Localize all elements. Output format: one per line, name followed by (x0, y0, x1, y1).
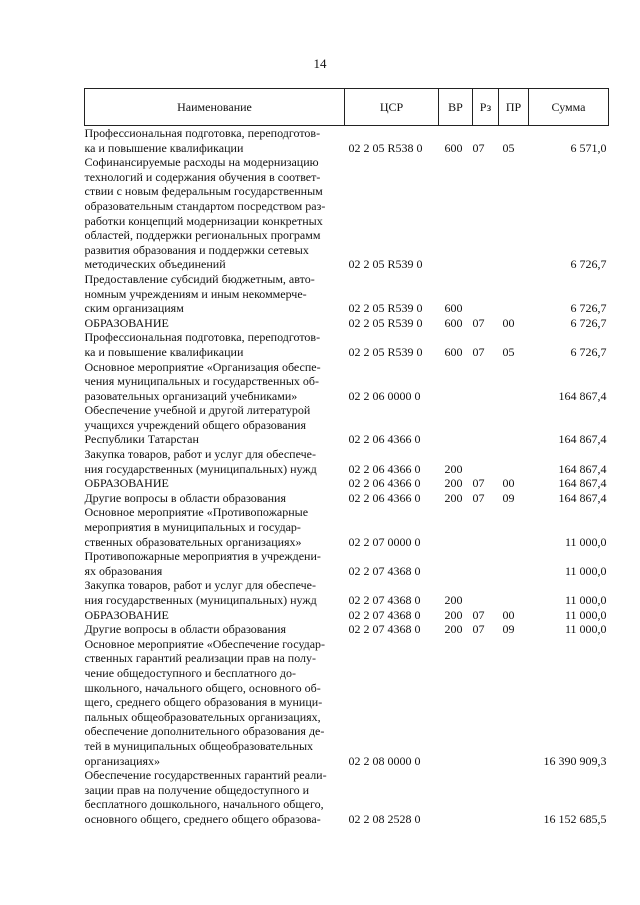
row-pr (499, 549, 529, 578)
row-vr: 200 (444, 490, 463, 505)
row-name (85, 360, 345, 404)
row-name-line: Профессиональная подготовка, переподготов- (84, 126, 321, 140)
row-csr: 02 2 07 4368 0 (348, 593, 421, 607)
table-row (85, 155, 609, 272)
row-name (85, 155, 345, 272)
row-name (85, 768, 345, 826)
row-name (85, 491, 345, 506)
row-csr: 02 2 05 R539 0 (348, 257, 423, 272)
row-sum: 6 726,7 (570, 315, 607, 330)
row-pr (499, 505, 529, 549)
row-name-line: ственных образовательных организациях» (84, 534, 302, 549)
row-csr: 02 2 08 2528 0 (348, 811, 421, 826)
row-name-line: технологий и содержания обучения в соответ- (84, 169, 321, 184)
row-csr: 02 2 06 0000 0 (348, 388, 421, 403)
row-csr: 02 2 07 4368 0 (348, 607, 421, 622)
row-name (85, 272, 345, 316)
row-name (85, 476, 345, 491)
row-pr: 00 (502, 476, 515, 491)
row-name (85, 505, 345, 549)
row-rz (473, 403, 499, 447)
row-name-line: разовательных организаций учебниками» (84, 388, 298, 403)
row-pr: 09 (502, 622, 515, 637)
row-name-line: пальных общеобразовательных организациях, (84, 709, 321, 724)
row-rz: 07 (472, 140, 485, 155)
table-row (85, 272, 609, 316)
table-row (85, 505, 609, 549)
row-name-line: тей в муниципальных общеобразовательных (84, 738, 314, 753)
row-csr: 02 2 05 R539 0 (348, 315, 423, 330)
row-vr: 200 (444, 476, 463, 491)
row-rz (473, 505, 499, 549)
row-vr: 200 (444, 593, 463, 607)
row-name-line: ка и повышение квалификации (84, 344, 244, 359)
row-sum: 6 726,7 (570, 257, 607, 272)
table-body (85, 126, 609, 827)
row-vr: 600 (444, 315, 463, 330)
table-row (85, 549, 609, 578)
row-csr: 02 2 06 4366 0 (348, 490, 421, 505)
row-sum: 164 867,4 (558, 388, 607, 403)
row-name (85, 608, 345, 623)
row-name-line: ния государственных (муниципальных) нужд (84, 593, 317, 607)
row-sum: 164 867,4 (558, 461, 607, 476)
row-name-line: Основное мероприятие «Обеспечение государ- (84, 636, 326, 651)
row-vr (439, 637, 473, 768)
row-name (85, 637, 345, 768)
row-name-line: щего, среднего общего образования в муници- (84, 695, 323, 710)
row-name-line: образовательным стандартом посредством раз- (84, 198, 326, 213)
table-row (85, 491, 609, 506)
row-csr: 02 2 06 4366 0 (348, 476, 421, 491)
row-csr: 02 2 05 R539 0 (348, 301, 423, 316)
row-csr: 02 2 08 0000 0 (348, 753, 421, 768)
row-name-line: работки концепций модернизации конкретных (84, 213, 323, 228)
row-pr (499, 447, 529, 476)
header-csr: ЦСР (345, 89, 439, 126)
row-rz (473, 637, 499, 768)
row-sum: 164 867,4 (558, 476, 607, 491)
row-vr: 600 (444, 140, 463, 155)
row-pr: 05 (502, 140, 515, 155)
row-pr (499, 637, 529, 768)
row-rz (473, 578, 499, 607)
row-name (85, 578, 345, 607)
row-name-line: бесплатного дошкольного, начального общего, (84, 797, 324, 812)
row-name-line: Закупка товаров, работ и услуг для обеспече- (84, 447, 316, 462)
row-rz: 07 (472, 344, 485, 359)
row-name-line: ствии с новым федеральным государственным (84, 184, 323, 199)
row-csr: 02 2 05 R539 0 (348, 344, 423, 359)
row-name-line: ка и повышение квалификации (84, 140, 244, 155)
row-pr: 09 (502, 490, 515, 505)
row-name-line: Другие вопросы в области образования (84, 622, 286, 637)
row-name-line: Предоставление субсидий бюджетным, авто- (84, 271, 315, 286)
row-csr: 02 2 06 4366 0 (348, 432, 421, 447)
row-sum: 11 000,0 (564, 607, 607, 622)
row-vr: 600 (444, 344, 463, 359)
row-vr (439, 768, 473, 826)
row-sum: 164 867,4 (558, 490, 607, 505)
row-csr: 02 2 07 4368 0 (348, 622, 421, 637)
row-name-line: учащихся учреждений общего образования (84, 417, 306, 432)
row-sum: 6 726,7 (570, 301, 607, 316)
row-sum: 16 152 685,5 (543, 811, 607, 826)
table-row (85, 403, 609, 447)
row-rz: 07 (472, 622, 485, 637)
row-name (85, 622, 345, 637)
row-name (85, 126, 345, 156)
row-csr: 02 2 05 R538 0 (348, 140, 423, 155)
row-pr: 00 (502, 607, 515, 622)
row-name-line: Противопожарные мероприятия в учреждени- (84, 549, 321, 564)
row-name-line: Софинансируемые расходы на модернизацию (84, 155, 319, 170)
header-rz: Рз (473, 89, 499, 126)
row-name-line: Закупка товаров, работ и услуг для обеспече- (84, 578, 316, 593)
row-name-line: Другие вопросы в области образования (84, 490, 286, 505)
table-header (85, 89, 609, 126)
row-vr (439, 403, 473, 447)
row-name-line: чения муниципальных и государственных об- (84, 374, 319, 389)
row-vr (439, 505, 473, 549)
row-vr: 200 (444, 607, 463, 622)
table-row (85, 608, 609, 623)
row-pr: 00 (502, 315, 515, 330)
row-rz (473, 768, 499, 826)
row-pr (499, 403, 529, 447)
row-name-line: зации прав на получение общедоступного и (84, 782, 309, 797)
row-name-line: организациях» (84, 753, 161, 768)
row-name (85, 549, 345, 578)
budget-table (84, 88, 609, 827)
table-row (85, 316, 609, 331)
row-rz: 07 (472, 476, 485, 491)
row-name-line: обеспечение дополнительного образования де- (84, 724, 325, 739)
row-name (85, 316, 345, 331)
row-name-line: Основное мероприятие «Организация обеспе- (84, 359, 321, 374)
header-sum: Сумма (529, 89, 609, 126)
row-name-line: основного общего, среднего общего образова- (84, 811, 321, 826)
row-name-line: ским организациям (84, 301, 184, 316)
row-pr (499, 272, 529, 316)
row-vr: 600 (444, 301, 463, 316)
table-row (85, 360, 609, 404)
row-name-line: школьного, начального общего, основного об- (84, 680, 321, 695)
row-name-line: Основное мероприятие «Противопожарные (84, 505, 309, 520)
row-sum: 11 000,0 (564, 622, 607, 637)
header-name: Наименование (85, 89, 345, 126)
row-vr: 200 (444, 622, 463, 637)
table-row (85, 622, 609, 637)
row-csr: 02 2 07 4368 0 (348, 563, 421, 578)
row-pr (499, 578, 529, 607)
row-pr (499, 360, 529, 404)
row-name (85, 403, 345, 447)
row-name-line: ственных гарантий реализации прав на полу- (84, 651, 317, 666)
row-name-line: областей, поддержки региональных программ (84, 228, 321, 243)
table-row (85, 476, 609, 491)
row-vr (439, 155, 473, 272)
row-sum: 6 571,0 (570, 140, 607, 155)
row-sum: 11 000,0 (564, 593, 607, 607)
row-name-line: методических объединений (84, 257, 226, 272)
row-sum: 11 000,0 (564, 563, 607, 578)
row-name-line: Обеспечение учебной и другой литературой (84, 403, 311, 418)
row-rz: 07 (472, 315, 485, 330)
table-row (85, 637, 609, 768)
row-name-line: ях образования (84, 563, 163, 578)
row-sum: 164 867,4 (558, 432, 607, 447)
row-name-line: чение общедоступного и бесплатного до- (84, 665, 296, 680)
header-pr: ПР (499, 89, 529, 126)
table-row (85, 578, 609, 607)
row-pr: 05 (502, 344, 515, 359)
row-sum: 16 390 909,3 (543, 753, 607, 768)
row-name-line: Профессиональная подготовка, переподготов- (84, 330, 321, 345)
row-name-line: номным учреждениям и иным некоммерче- (84, 286, 307, 301)
row-name-line: Республики Татарстан (84, 432, 199, 447)
row-pr (499, 768, 529, 826)
row-csr: 02 2 07 0000 0 (348, 534, 421, 549)
table-row (85, 126, 609, 156)
row-name-line: ОБРАЗОВАНИЕ (84, 315, 169, 330)
page-number: 14 (313, 56, 327, 71)
row-pr (499, 155, 529, 272)
row-vr (439, 549, 473, 578)
row-vr: 200 (444, 461, 463, 476)
row-name-line: ОБРАЗОВАНИЕ (84, 476, 169, 491)
row-rz (473, 360, 499, 404)
row-name-line: ния государственных (муниципальных) нужд (84, 461, 317, 476)
row-rz (473, 155, 499, 272)
row-rz (473, 272, 499, 316)
table-row (85, 330, 609, 359)
row-rz: 07 (472, 607, 485, 622)
row-sum: 11 000,0 (564, 534, 607, 549)
row-rz (473, 447, 499, 476)
row-rz (473, 549, 499, 578)
row-vr (439, 360, 473, 404)
row-sum: 6 726,7 (570, 344, 607, 359)
row-name (85, 330, 345, 359)
header-vr: ВР (439, 89, 473, 126)
row-rz: 07 (472, 490, 485, 505)
row-name-line: Обеспечение государственных гарантий реали- (84, 768, 327, 783)
table-row (85, 447, 609, 476)
table-row (85, 768, 609, 826)
row-name-line: мероприятия в муниципальных и государ- (84, 520, 301, 535)
row-name-line: развития образования и поддержки сетевых (84, 242, 309, 257)
row-name (85, 447, 345, 476)
row-csr: 02 2 06 4366 0 (348, 461, 421, 476)
row-name-line: ОБРАЗОВАНИЕ (84, 607, 169, 622)
